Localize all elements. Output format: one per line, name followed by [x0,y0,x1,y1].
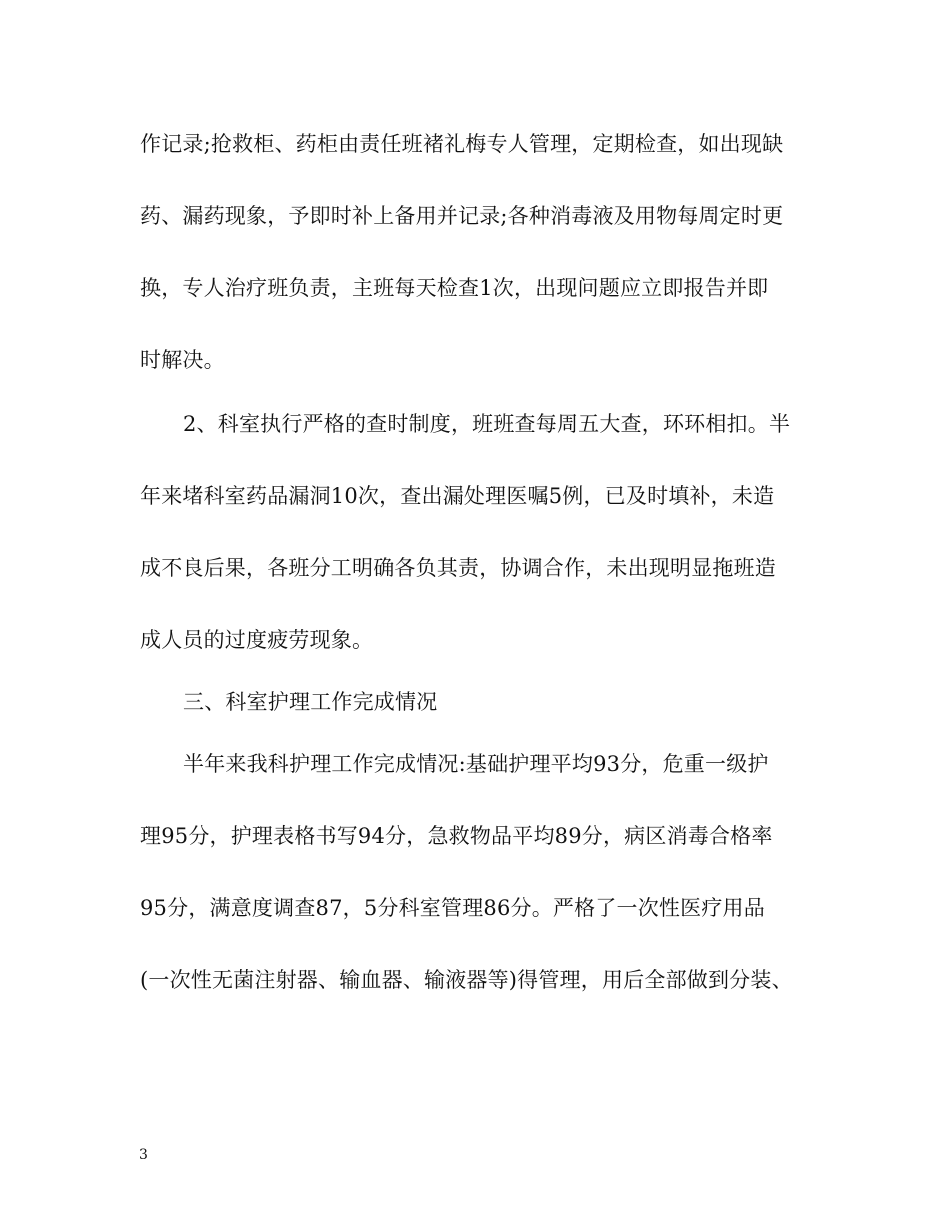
paragraph-line-3: 换，专人治疗班负责，主班每天检查1次，出现问题应立即报告并即 [140,276,769,300]
paragraph-line-7: 成不良后果，各班分工明确各负其责，协调合作，未出现明显拖班造 [140,556,776,580]
paragraph-line-4: 时解决。 [140,348,225,372]
section-heading: 三、科室护理工作完成情况 [183,690,438,714]
paragraph-line-6: 年来堵科室药品漏洞10次，查出漏处理医嘱5例，已及时填补，未造 [140,484,775,508]
paragraph-line-1: 作记录;抢救柜、药柜由责任班褚礼梅专人管理，定期检查，如出现缺 [140,132,784,156]
paragraph-line-2: 药、漏药现象，予即时补上备用并记录;各种消毒液及用物每周定时更 [140,204,784,228]
paragraph-line-13: (一次性无菌注射器、输血器、输液器等)得管理，用后全部做到分装、 [140,968,793,992]
paragraph-line-11: 理95分，护理表格书写94分，急救物品平均89分，病区消毒合格率 [140,824,773,848]
paragraph-line-8: 成人员的过度疲劳现象。 [140,628,374,652]
paragraph-line-10: 半年来我科护理工作完成情况:基础护理平均93分，危重一级护 [183,752,769,776]
paragraph-line-5: 2、科室执行严格的查时制度，班班查每周五大查，环环相扣。半 [183,412,791,436]
page-number: 3 [139,1147,148,1163]
paragraph-line-12: 95分，满意度调查87，5分科室管理86分。严格了一次性医疗用品 [140,896,765,920]
